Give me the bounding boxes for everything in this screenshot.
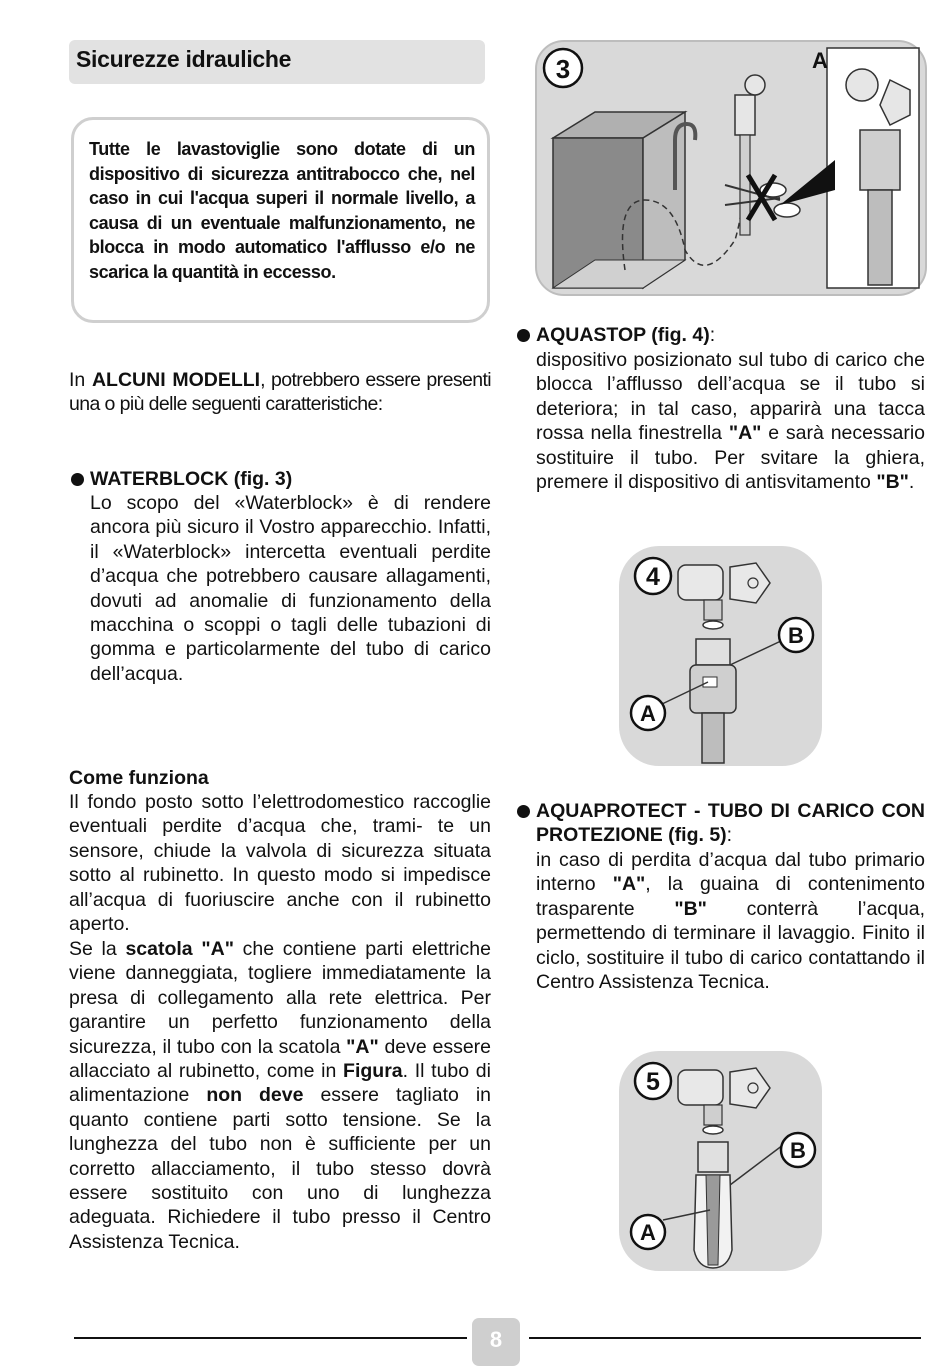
waterblock-heading: WATERBLOCK (fig. 3): [90, 468, 293, 490]
models-paragraph: [69, 368, 491, 417]
aquaprotect-heading: [536, 799, 925, 848]
how-p2-f: Figura: [343, 1060, 403, 1083]
aquastop-t5: .: [908, 471, 915, 494]
figure-5-aquaprotect: [618, 1050, 823, 1272]
section-title: Sicurezze idrauliche: [69, 40, 485, 84]
aquaprotect-heading-colon: :: [726, 824, 733, 847]
aquaprotect-t5: conterrà l’acqua, permettendo di terminare il lavaggio. Finito il ciclo, sostituire il tubo di carico contattando il Centro Assistenza Tecnica.: [536, 897, 925, 994]
figure-4-number: 4: [646, 563, 660, 591]
how-p2-g: . Il tubo di alimentazione: [69, 1060, 491, 1107]
how-p2-h: non deve: [206, 1084, 304, 1107]
how-p2-b: scatola "A": [125, 938, 234, 960]
figure-3-label-a: A: [812, 48, 828, 73]
aquaprotect-text: [536, 848, 925, 994]
models-post: , potrebbero essere presenti una o più delle seguenti caratteristiche:: [69, 369, 492, 416]
how-p2-i: essere tagliato in quanto contiene parti sotto tensione. Se la lunghezza del tubo non è sufficiente per un corretto allacciamento, il tubo stesso dovrà essere sostituito con uno di lunghezza adeguata. Richiedere il tubo presso il Centro Assistenza Tecnica.: [69, 1084, 492, 1253]
page-number: 8: [472, 1318, 520, 1366]
bullet-dot: [517, 805, 530, 818]
aquaprotect-t1: in caso di perdita d’acqua dal tubo primario interno: [536, 849, 925, 896]
models-pre: In: [69, 369, 92, 391]
how-paragraph-1: Il fondo posto sotto l’elettrodomestico raccoglie eventuali perdite d’acqua che, trami- te un sensore, chiude la valvola di sicurezza situata sotto al rubinetto. In questo modo si impedisce all’acqua di fuoriuscire anche con il rubinetto aperto.: [69, 791, 491, 936]
how-p2-d: "A": [346, 1035, 379, 1058]
aquastop-heading: [536, 323, 925, 347]
figure-5-number: 5: [646, 1068, 660, 1096]
footer-rule-right: [529, 1337, 921, 1339]
aquaprotect-heading-text: AQUAPROTECT - TUBO DI CARICO CON PROTEZIONE (fig. 5): [536, 800, 925, 847]
footer-rule-left: [74, 1337, 467, 1339]
aquaprotect-t2: "A": [612, 873, 646, 896]
aquastop-t2: "A": [728, 422, 762, 445]
how-heading: Come funziona: [69, 767, 209, 789]
figure-4-label-b: B: [788, 623, 804, 648]
aquaprotect-t3: , la guaina di contenimento trasparente: [536, 873, 925, 920]
waterblock-text: Lo scopo del «Waterblock» è di rendere ancora più sicuro il Vostro apparecchio. Infatti, il «Waterblock» intercetta eventuali perdite d’acqua che potrebbero causare allagamenti, dovuti ad anomalie di funzionamento della macchina o scoppi o tagli delle tubazioni di gomma e particolarmente del tubo di carico dell’acqua.: [90, 492, 491, 685]
aquastop-text: [536, 348, 925, 494]
how-paragraph-2: [69, 937, 491, 1254]
aquastop-t3: e sarà necessario sostituire il tubo. Per svitare la ghiera, premere il dispositivo di antisvitamento: [536, 422, 925, 494]
figure-5-label-b: B: [790, 1138, 806, 1163]
how-p2-a: Se la: [69, 938, 126, 960]
aquaprotect-t4: "B": [674, 897, 707, 920]
how-p2-e: deve essere allacciato al rubinetto, come in: [69, 1035, 491, 1083]
figure-3-number: 3: [555, 54, 571, 84]
figure-4-label-a: A: [640, 701, 656, 726]
aquastop-heading-colon: :: [709, 324, 716, 346]
models-bold: ALCUNI MODELLI: [91, 369, 261, 391]
aquastop-heading-text: AQUASTOP (fig. 4): [536, 324, 710, 346]
figure-5-label-a: A: [640, 1220, 656, 1245]
bullet-dot: [71, 473, 84, 486]
aquastop-t4: "B": [876, 471, 909, 494]
figure-4-aquastop: [618, 545, 823, 767]
aquastop-t1: dispositivo posizionato sul tubo di carico che blocca l’afflusso dell’acqua se il tubo si deteriora; in tal caso, apparirà una tacca rossa nella finestrella: [536, 349, 925, 445]
figure-3-waterblock: [535, 40, 927, 296]
how-p2-c: che contiene parti elettriche viene danneggiata, togliere immediatamente la presa di collegamento alla rete elettrica. Per garantire un perfetto funzionamento della sicurezza, il tubo con la scatola: [69, 938, 491, 1058]
bullet-dot: [517, 329, 530, 342]
intro-box: Tutte le lavastoviglie sono dotate di un dispositivo di sicurezza antitrabocco che, nel caso in cui l'acqua superi il normale livello, a causa di un eventuale malfunzionamento, ne blocca in modo automatico l'afflusso e/o ne scarica la quantità in eccesso.: [71, 117, 490, 323]
